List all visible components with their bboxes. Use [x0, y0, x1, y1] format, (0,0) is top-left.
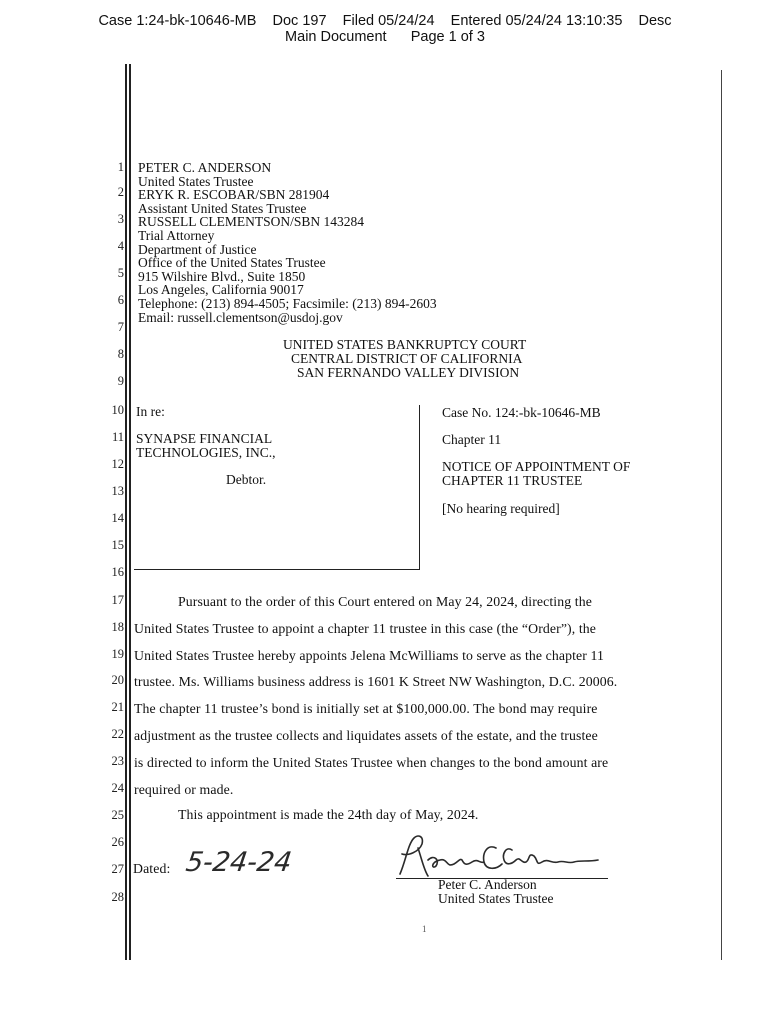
- line-number: 16: [111, 565, 124, 579]
- body-line: is directed to inform the United States Trustee when changes to the bond amount are: [134, 755, 609, 770]
- line-number: 20: [111, 673, 124, 687]
- attorney-block-line: Los Angeles, California 90017: [138, 282, 304, 298]
- line-number: 10: [111, 403, 124, 417]
- case-number: Case No. 124:-bk-10646-MB: [442, 405, 601, 420]
- court-name: UNITED STATES BANKRUPTCY COURT: [283, 337, 527, 352]
- debtor-label: Debtor.: [226, 472, 267, 487]
- left-margin-line-inner: [129, 64, 131, 960]
- dated-label: Dated:: [133, 861, 171, 876]
- line-number: 28: [111, 890, 124, 904]
- attorney-block-line: Telephone: (213) 894-4505; Facsimile: (213) 894-2603: [138, 296, 437, 311]
- line-number: 15: [111, 538, 124, 552]
- attorney-block-line: Trial Attorney: [138, 228, 215, 243]
- attorney-block-line: Assistant United States Trustee: [138, 200, 307, 216]
- body-line: required or made.: [134, 782, 234, 797]
- attorney-block-line: Department of Justice: [138, 241, 257, 257]
- line-number: 7: [117, 320, 124, 334]
- line-number: 3: [117, 212, 124, 226]
- signer-title: United States Trustee: [438, 891, 554, 906]
- line-number: 9: [117, 374, 124, 388]
- line-number: 5: [117, 266, 124, 280]
- attorney-block-line: ERYK R. ESCOBAR/SBN 281904: [138, 187, 330, 203]
- appointment-line: This appointment is made the 24th day of May, 2024.: [178, 807, 479, 822]
- body-line: The chapter 11 trustee’s bond is initially set at $100,000.00. The bond may require: [134, 701, 598, 716]
- line-number: 12: [111, 457, 124, 471]
- body-line: United States Trustee to appoint a chapter 11 trustee in this case (the “Order”), the: [134, 621, 597, 636]
- attorney-block-line: Email: russell.clementson@usdoj.gov: [138, 309, 343, 325]
- line-number: 27: [111, 862, 124, 876]
- body-line: Pursuant to the order of this Court entered on May 24, 2024, directing the: [178, 594, 592, 609]
- line-number: 22: [111, 727, 124, 741]
- attorney-block-line: United States Trustee: [138, 173, 254, 189]
- signature-scribble-icon: [388, 830, 613, 882]
- left-margin-line-outer: [125, 64, 127, 960]
- line-number: 21: [111, 700, 124, 714]
- caption-divider-vertical: [419, 405, 420, 570]
- line-number: 13: [111, 484, 124, 498]
- page-number: 1: [422, 924, 427, 934]
- debtor-name-line2: TECHNOLOGIES, INC.,: [136, 445, 276, 460]
- attorney-block-line: Office of the United States Trustee: [138, 255, 326, 271]
- chapter-label: Chapter 11: [442, 432, 502, 447]
- body-line: trustee. Ms. Williams business address is 1601 K Street NW Washington, D.C. 20006.: [134, 674, 618, 689]
- line-number: 8: [117, 347, 124, 361]
- debtor-name-line1: SYNAPSE FINANCIAL: [136, 431, 273, 446]
- hearing-note: [No hearing required]: [442, 501, 560, 516]
- line-number: 17: [111, 593, 124, 607]
- line-number: 24: [111, 781, 124, 795]
- line-number: 1: [117, 160, 124, 174]
- attorney-block-line: PETER C. ANDERSON: [138, 160, 272, 175]
- line-number: 25: [111, 808, 124, 822]
- document-title-line2: CHAPTER 11 TRUSTEE: [442, 473, 583, 488]
- handwritten-date: 5-24-24: [183, 847, 294, 878]
- line-number: 23: [111, 754, 124, 768]
- line-number: 2: [117, 185, 124, 199]
- line-number: 19: [111, 647, 124, 661]
- line-number: 4: [117, 239, 124, 253]
- body-line: United States Trustee hereby appoints Jelena McWilliams to serve as the chapter 11: [134, 648, 604, 663]
- body-line: adjustment as the trustee collects and liquidates assets of the estate, and the trustee: [134, 728, 598, 743]
- line-number: 6: [117, 293, 124, 307]
- filing-header-line2: Main Document Page 1 of 3: [285, 29, 485, 45]
- court-district: CENTRAL DISTRICT OF CALIFORNIA: [291, 351, 523, 366]
- document-title-line1: NOTICE OF APPOINTMENT OF: [442, 459, 631, 474]
- attorney-block-line: 915 Wilshire Blvd., Suite 1850: [138, 268, 306, 284]
- line-number: 11: [111, 430, 124, 444]
- line-number: 18: [111, 620, 124, 634]
- caption-divider-horizontal: [134, 569, 420, 570]
- in-re-label: In re:: [136, 404, 165, 419]
- attorney-block-line: RUSSELL CLEMENTSON/SBN 143284: [138, 214, 365, 230]
- signer-name: Peter C. Anderson: [438, 877, 537, 892]
- handwritten-signature: [388, 830, 613, 882]
- filing-header-line1: Case 1:24-bk-10646-MB Doc 197 Filed 05/24/24 Entered 05/24/24 13:10:35 Desc: [98, 13, 672, 29]
- right-margin-line: [721, 70, 722, 960]
- line-number: 14: [111, 511, 124, 525]
- court-division: SAN FERNANDO VALLEY DIVISION: [297, 365, 520, 380]
- line-number: 26: [111, 835, 124, 849]
